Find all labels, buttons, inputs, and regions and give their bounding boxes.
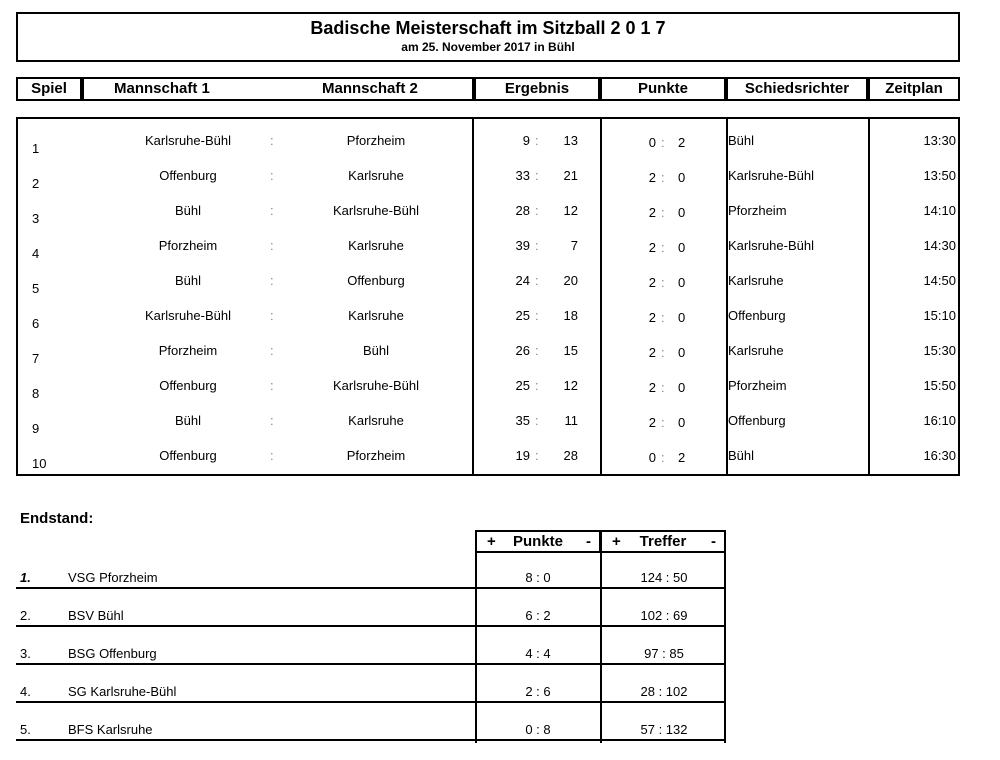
game-spiel: 1: [32, 141, 40, 156]
game-score-separator: :: [270, 168, 274, 183]
header-mannschaften: [82, 77, 474, 101]
game-punkte-separator: :: [661, 415, 665, 430]
game-schiedsrichter: Karlsruhe: [728, 273, 784, 288]
game-punkte-2: 0: [678, 205, 686, 220]
minus-sign: -: [711, 533, 716, 550]
game-spiel: 9: [32, 421, 40, 436]
game-punkte-2: 0: [678, 310, 686, 325]
game-schiedsrichter: Karlsruhe-Bühl: [728, 168, 814, 183]
game-ergebnis-2: 11: [564, 413, 578, 428]
game-punkte-2: 0: [678, 415, 686, 430]
game-punkte-2: 0: [678, 345, 686, 360]
column-divider: [472, 119, 474, 474]
game-score-separator: :: [270, 413, 274, 428]
endstand-punkte: 4 : 4: [525, 646, 551, 661]
game-mannschaft-1: Bühl: [174, 413, 202, 428]
endstand-header: [475, 530, 726, 553]
game-punkte-separator: :: [661, 135, 665, 150]
game-punkte-1: 2: [648, 380, 656, 395]
game-mannschaft-1: Karlsruhe-Bühl: [145, 133, 231, 148]
game-mannschaft-2: Pforzheim: [346, 448, 406, 463]
column-divider: [868, 119, 870, 474]
game-mannschaft-2: Karlsruhe: [348, 308, 404, 323]
game-ergebnis-2: 15: [563, 343, 578, 358]
game-spiel: 7: [32, 351, 40, 366]
endstand-team: SG Karlsruhe-Bühl: [68, 684, 177, 699]
game-ergebnis-2: 28: [563, 448, 578, 463]
game-ergebnis-1: 25: [515, 308, 530, 323]
game-ergebnis-2: 20: [563, 273, 578, 288]
plus-sign: +: [612, 533, 621, 550]
header-zeitplan: Zeitplan: [868, 77, 960, 101]
game-schiedsrichter: Bühl: [728, 133, 755, 148]
endstand-team: BFS Karlsruhe: [68, 722, 153, 737]
game-mannschaft-1: Bühl: [174, 203, 202, 218]
game-zeitplan: 15:10: [923, 308, 956, 323]
game-zeitplan: 15:30: [923, 343, 956, 358]
game-zeitplan: 15:50: [923, 378, 956, 393]
game-punkte-separator: :: [661, 240, 665, 255]
column-divider: [600, 119, 602, 474]
header-punkte: Punkte: [600, 77, 726, 101]
endstand-team: VSG Pforzheim: [68, 570, 158, 585]
game-ergebnis-separator: :: [535, 413, 539, 428]
game-score-separator: :: [270, 273, 274, 288]
endstand-treffer: 124 : 50: [640, 570, 688, 585]
game-punkte-2: 0: [678, 275, 686, 290]
game-mannschaft-2: Karlsruhe-Bühl: [333, 378, 419, 393]
game-mannschaft-1: Pforzheim: [158, 343, 218, 358]
game-zeitplan: 16:30: [923, 448, 956, 463]
game-score-separator: :: [270, 238, 274, 253]
endstand-treffer: 97 : 85: [644, 646, 684, 661]
page-title: Badische Meisterschaft im Sitzball 2 0 1 7: [310, 18, 666, 38]
game-ergebnis-1: 24: [515, 273, 530, 288]
endstand-team: BSV Bühl: [68, 608, 124, 623]
header-schiedsrichter: Schiedsrichter: [726, 77, 868, 101]
game-punkte-2: 2: [678, 135, 686, 150]
game-schiedsrichter: Karlsruhe-Bühl: [728, 238, 814, 253]
plus-sign: +: [487, 533, 496, 550]
game-mannschaft-2: Bühl: [362, 343, 390, 358]
game-ergebnis-separator: :: [535, 343, 539, 358]
game-punkte-1: 2: [648, 415, 656, 430]
game-punkte-2: 2: [678, 450, 686, 465]
game-punkte-separator: :: [661, 310, 665, 325]
game-mannschaft-1: Bühl: [174, 273, 202, 288]
game-punkte-separator: :: [661, 380, 665, 395]
game-score-separator: :: [270, 343, 274, 358]
endstand-table: [16, 553, 726, 743]
game-spiel: 8: [32, 386, 40, 401]
endstand-punkte: 6 : 2: [525, 608, 551, 623]
game-ergebnis-separator: :: [535, 203, 539, 218]
game-mannschaft-2: Pforzheim: [346, 133, 406, 148]
header-endstand-punkte: [475, 530, 601, 553]
game-ergebnis-separator: :: [535, 448, 539, 463]
game-punkte-1: 2: [648, 345, 656, 360]
endstand-rank: 2.: [20, 608, 31, 623]
game-ergebnis-1: 33: [515, 168, 530, 183]
treffer-label: Treffer: [639, 533, 687, 550]
game-punkte-separator: :: [661, 345, 665, 360]
game-ergebnis-separator: :: [535, 133, 539, 148]
game-mannschaft-1: Offenburg: [159, 448, 217, 463]
game-ergebnis-2: 12: [563, 378, 578, 393]
endstand-treffer: 28 : 102: [640, 684, 688, 699]
table-row: [16, 629, 726, 665]
game-mannschaft-1: Karlsruhe-Bühl: [145, 308, 231, 323]
game-punkte-1: 2: [648, 205, 656, 220]
game-ergebnis-separator: :: [535, 238, 539, 253]
game-zeitplan: 14:50: [923, 273, 956, 288]
game-ergebnis-1: 26: [515, 343, 530, 358]
game-ergebnis-1: 19: [515, 448, 530, 463]
game-ergebnis-2: 12: [563, 203, 578, 218]
game-punkte-separator: :: [661, 450, 665, 465]
game-punkte-1: 2: [648, 275, 656, 290]
game-ergebnis-separator: :: [535, 308, 539, 323]
header-ergebnis: Ergebnis: [474, 77, 600, 101]
game-ergebnis-separator: :: [535, 168, 539, 183]
game-punkte-1: 0: [648, 450, 656, 465]
game-score-separator: :: [270, 133, 274, 148]
game-score-separator: :: [270, 203, 274, 218]
game-spiel: 10: [32, 456, 47, 471]
game-ergebnis-1: 9: [522, 133, 530, 148]
game-ergebnis-2: 13: [563, 133, 578, 148]
header-mannschaft-1: Mannschaft 1: [114, 80, 210, 97]
game-punkte-2: 0: [678, 170, 686, 185]
game-spiel: 2: [32, 176, 40, 191]
endstand-rank: 5.: [20, 722, 31, 737]
game-punkte-separator: :: [661, 170, 665, 185]
endstand-title: Endstand:: [20, 510, 94, 527]
game-ergebnis-1: 25: [515, 378, 530, 393]
endstand-rank: 4.: [20, 684, 31, 699]
game-ergebnis-2: 18: [563, 308, 578, 323]
game-spiel: 3: [32, 211, 40, 226]
punkte-label: Punkte: [512, 533, 563, 550]
game-punkte-1: 2: [648, 310, 656, 325]
game-spiel: 4: [32, 246, 40, 261]
game-punkte-1: 2: [648, 240, 656, 255]
game-punkte-2: 0: [678, 380, 686, 395]
game-punkte-separator: :: [661, 205, 665, 220]
endstand-rank: 3.: [20, 646, 31, 661]
game-zeitplan: 13:30: [923, 133, 956, 148]
endstand-treffer: 57 : 132: [640, 722, 688, 737]
game-mannschaft-2: Offenburg: [347, 273, 405, 288]
game-score-separator: :: [270, 308, 274, 323]
header-mannschaft-2: Mannschaft 2: [322, 80, 418, 97]
endstand-punkte: 0 : 8: [525, 722, 551, 737]
game-ergebnis-separator: :: [535, 273, 539, 288]
game-zeitplan: 14:10: [923, 203, 956, 218]
game-mannschaft-1: Offenburg: [159, 168, 217, 183]
endstand-rank: 1.: [20, 570, 31, 585]
game-ergebnis-2: 21: [563, 168, 578, 183]
game-schiedsrichter: Karlsruhe: [728, 343, 784, 358]
title-box: [16, 12, 960, 62]
game-mannschaft-2: Karlsruhe: [348, 413, 404, 428]
game-mannschaft-2: Karlsruhe: [348, 238, 404, 253]
game-mannschaft-1: Offenburg: [159, 378, 217, 393]
table-row: [16, 667, 726, 703]
game-schiedsrichter: Pforzheim: [728, 378, 787, 393]
game-ergebnis-1: 28: [515, 203, 530, 218]
game-punkte-1: 2: [648, 170, 656, 185]
game-punkte-1: 0: [648, 135, 656, 150]
game-punkte-2: 0: [678, 240, 686, 255]
game-schiedsrichter: Offenburg: [728, 308, 786, 323]
game-score-separator: :: [270, 448, 274, 463]
game-mannschaft-2: Karlsruhe: [348, 168, 404, 183]
header-endstand-treffer: [600, 530, 726, 553]
game-schiedsrichter: Offenburg: [728, 413, 786, 428]
game-zeitplan: 14:30: [923, 238, 956, 253]
table-row: [16, 553, 726, 589]
schedule-table: [16, 117, 960, 476]
game-spiel: 5: [32, 281, 40, 296]
game-punkte-separator: :: [661, 275, 665, 290]
minus-sign: -: [586, 533, 591, 550]
game-zeitplan: 13:50: [923, 168, 956, 183]
page-subtitle: am 25. November 2017 in Bühl: [401, 40, 575, 54]
schedule-header-row: [16, 77, 960, 101]
game-spiel: 6: [32, 316, 40, 331]
game-ergebnis-1: 39: [515, 238, 530, 253]
endstand-punkte: 2 : 6: [525, 684, 551, 699]
table-row: [16, 705, 726, 741]
game-mannschaft-1: Pforzheim: [158, 238, 218, 253]
game-schiedsrichter: Pforzheim: [728, 203, 787, 218]
game-schiedsrichter: Bühl: [728, 448, 755, 463]
table-row: [16, 591, 726, 627]
endstand-treffer: 102 : 69: [640, 608, 688, 623]
endstand-team: BSG Offenburg: [68, 646, 157, 661]
game-ergebnis-separator: :: [535, 378, 539, 393]
endstand-punkte: 8 : 0: [525, 570, 551, 585]
game-ergebnis-2: 7: [570, 238, 578, 253]
game-zeitplan: 16:10: [923, 413, 956, 428]
game-ergebnis-1: 35: [515, 413, 530, 428]
game-mannschaft-2: Karlsruhe-Bühl: [333, 203, 419, 218]
game-score-separator: :: [270, 378, 274, 393]
header-spiel: Spiel: [16, 77, 82, 101]
